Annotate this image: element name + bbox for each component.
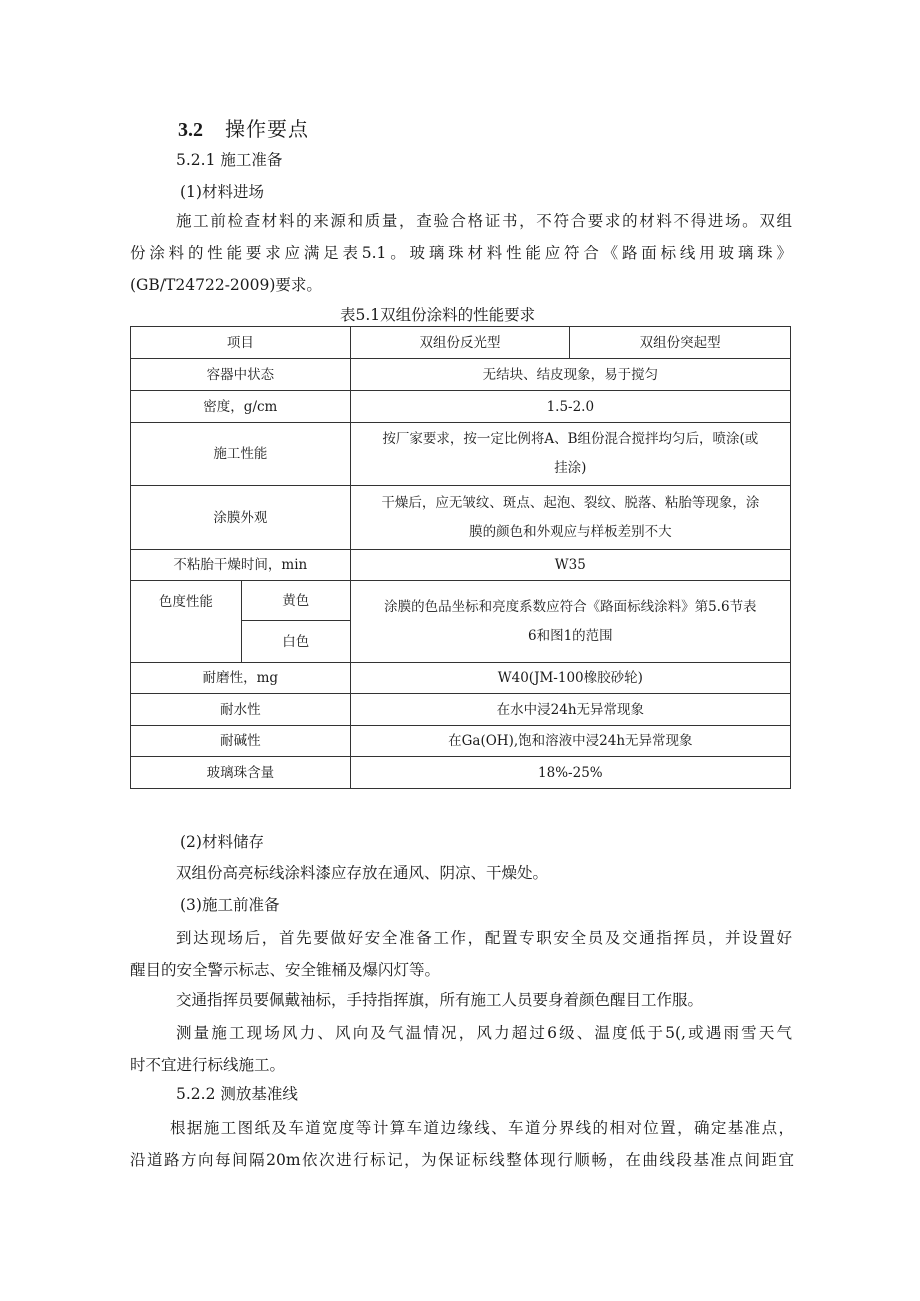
row-label: 涂膜外观 [131, 486, 351, 550]
row-value-line: 膜的颜色和外观应与样板差别不大 [469, 523, 672, 540]
header-item: 项目 [131, 327, 351, 359]
item2-paragraph: 双组份高亮标线涂料漆应存放在通风、阴凉、干燥处。 [176, 864, 549, 882]
row-value: 18%-25% [350, 757, 790, 789]
chroma-yellow: 黄色 [241, 581, 350, 621]
item1-title: (1)材料进场 [180, 183, 264, 201]
table-row [131, 423, 791, 486]
item3-paragraph-1 [130, 922, 792, 986]
item1-paragraph [130, 205, 792, 301]
item3-title: (3)施工前准备 [180, 896, 280, 914]
section-number: 3.2 [178, 119, 203, 141]
row-value: 1.5-2.0 [350, 391, 790, 423]
table-header-row [131, 327, 791, 359]
baseline-line-1: 根据施工图纸及车道宽度等计算车道边缘线、车道分界线的相对位置，确定基准点， [170, 1119, 794, 1137]
item2-title: (2)材料储存 [180, 833, 264, 851]
chroma-white: 白色 [241, 621, 350, 663]
item3-paragraph-2: 交通指挥员要佩戴袖标，手持指挥旗，所有施工人员要身着颜色醒目工作服。 [176, 991, 704, 1009]
table-row [131, 391, 791, 423]
subsection-5-2-2: 5.2.2 测放基准线 [176, 1085, 298, 1103]
row-value [350, 486, 790, 550]
table-row [131, 757, 791, 789]
table-row [131, 359, 791, 391]
row-label: 玻璃珠含量 [131, 757, 351, 789]
row-label: 不粘胎干燥时间，min [131, 550, 351, 581]
row-value: W40(JM-100橡胶砂轮) [350, 663, 790, 694]
row-value-chroma [350, 581, 790, 663]
row-value [350, 423, 790, 486]
table-row [131, 694, 791, 726]
row-value-line: 挂涂) [554, 460, 587, 476]
row-label: 施工性能 [131, 423, 351, 486]
item1-line-3: (GB/T24722-2009)要求。 [130, 276, 322, 294]
row-label: 耐碱性 [131, 726, 351, 757]
row-value: 在Ga(OH),饱和溶液中浸24h无异常现象 [350, 726, 790, 757]
row-value-line: 6和图1的范围 [527, 627, 613, 644]
row-label: 密度，g/cm [131, 391, 351, 423]
item3-p1-line-2: 醒目的安全警示标志、安全锥桶及爆闪灯等。 [130, 961, 441, 979]
spec-table [130, 326, 791, 789]
row-value: W35 [350, 550, 790, 581]
row-value: 无结块、结皮现象，易于搅匀 [350, 359, 790, 391]
item3-p1-line-1: 到达现场后，首先要做好安全准备工作，配置专职安全员及交通指挥员，并设置好 [176, 929, 792, 947]
section-title: 操作要点 [225, 117, 309, 141]
table-row [131, 726, 791, 757]
baseline-line-2: 沿道路方向每间隔20m依次进行标记，为保证标线整体现行顺畅，在曲线段基准点间距宜 [130, 1151, 794, 1169]
section-heading [178, 117, 309, 142]
item1-line-2: 份涂料的性能要求应满足表5.1。玻璃珠材料性能应符合《路面标线用玻璃珠》 [130, 244, 792, 262]
row-value-line: 按厂家要求，按一定比例将A、B组份混合搅拌均匀后，喷涂(或 [382, 431, 759, 447]
table-row-chroma-yellow [131, 581, 791, 621]
baseline-paragraph [130, 1112, 794, 1176]
header-reflective: 双组份反光型 [350, 327, 570, 359]
item3-paragraph-3 [130, 1017, 792, 1081]
row-value: 在水中浸24h无异常现象 [350, 694, 790, 726]
row-label-chroma: 色度性能 [131, 581, 242, 663]
header-raised: 双组份突起型 [570, 327, 791, 359]
item3-p3-line-2: 时不宜进行标线施工。 [130, 1056, 286, 1074]
table-row [131, 486, 791, 550]
table-row [131, 663, 791, 694]
item1-line-1: 施工前检查材料的来源和质量，查验合格证书，不符合要求的材料不得进场。双组 [176, 212, 792, 230]
table-caption: 表5.1双组份涂料的性能要求 [340, 306, 536, 324]
row-label: 耐水性 [131, 694, 351, 726]
subsection-5-2-1: 5.2.1 施工准备 [176, 151, 283, 169]
item3-p3-line-1: 测量施工现场风力、风向及气温情况，风力超过6级、温度低于5(,或遇雨雪天气 [176, 1024, 792, 1042]
row-label: 耐磨性，mg [131, 663, 351, 694]
row-value-line: 涂膜的色品坐标和亮度系数应符合《路面标线涂料》第5.6节表 [384, 598, 757, 615]
table-row [131, 550, 791, 581]
row-value-line: 干燥后，应无皱纹、斑点、起泡、裂纹、脱落、粘胎等现象，涂 [381, 494, 760, 511]
row-label: 容器中状态 [131, 359, 351, 391]
